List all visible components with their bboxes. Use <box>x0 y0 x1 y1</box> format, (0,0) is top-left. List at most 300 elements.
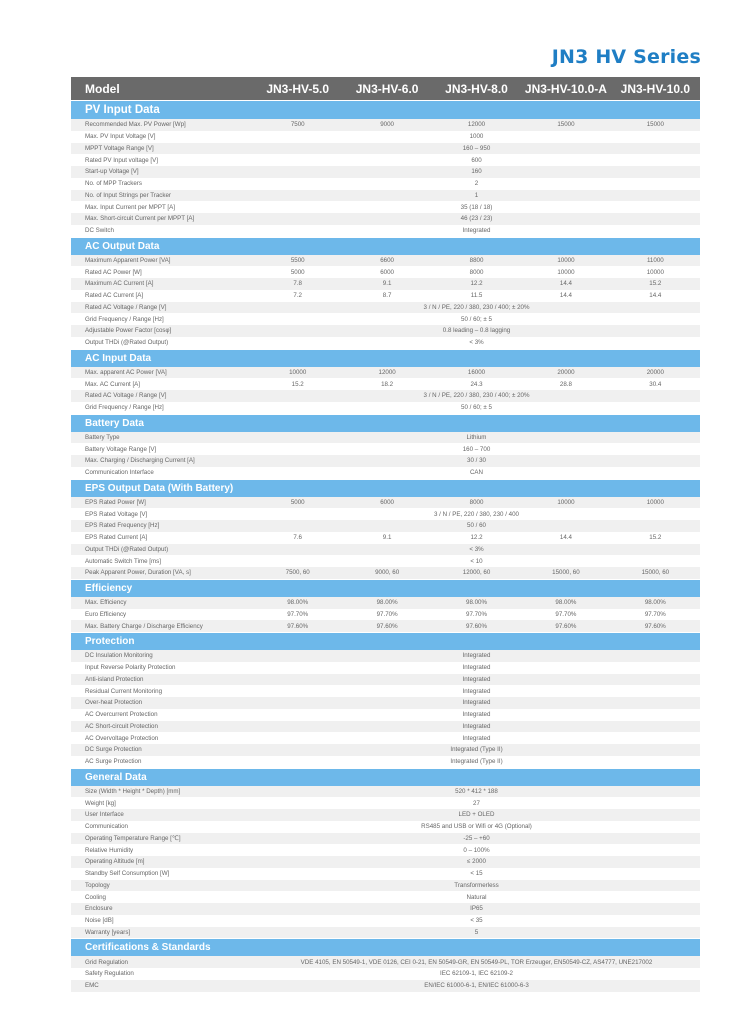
row-label: Safety Regulation <box>85 970 134 978</box>
row-value: 3 / N / PE, 220 / 380, 230 / 400 <box>434 510 519 518</box>
row-label: Max. Input Current per MPPT [A] <box>85 203 175 211</box>
row-label: Communication Interface <box>85 469 154 477</box>
row-value: 98.00% <box>376 599 398 607</box>
row-label: EPS Rated Frequency [Hz] <box>85 522 160 530</box>
row-value: 14.4 <box>649 292 662 300</box>
section-title: Protection <box>71 633 700 650</box>
row-value: 8000 <box>469 268 484 276</box>
row-value: 50 / 60; ± 5 <box>461 315 492 323</box>
table-row <box>71 266 700 278</box>
table-row <box>71 674 700 686</box>
section-rows <box>71 432 700 479</box>
row-value: IP65 <box>470 905 483 913</box>
section-title: Certifications & Standards <box>71 939 700 956</box>
row-values <box>253 915 700 927</box>
row-value: 15.2 <box>649 280 662 288</box>
row-value: 98.00% <box>287 599 309 607</box>
row-value: 1 <box>474 191 479 199</box>
table-row <box>71 455 700 467</box>
table-row <box>71 650 700 662</box>
section-rows <box>71 597 700 632</box>
table-row <box>71 903 700 915</box>
table-row <box>71 443 700 455</box>
row-value: CAN <box>469 469 484 477</box>
row-value: 11000 <box>646 256 664 264</box>
row-value: 15000 <box>646 121 664 129</box>
row-label: DC Surge Protection <box>85 746 142 754</box>
row-label: Max. Battery Charge / Discharge Efficiency <box>85 622 203 630</box>
row-value: 98.00% <box>644 599 666 607</box>
row-values <box>253 154 700 166</box>
row-label: Start-up Voltage [V] <box>85 168 139 176</box>
row-label: AC Overvoltage Protection <box>85 734 159 742</box>
header-model-5: JN3-HV-10.0 <box>620 81 691 96</box>
row-value: 97.70% <box>287 610 309 618</box>
row-value: 9.1 <box>382 534 392 542</box>
row-value: 9.1 <box>382 280 392 288</box>
row-value: 12.2 <box>470 280 483 288</box>
row-values <box>253 143 700 155</box>
row-values <box>253 302 700 314</box>
row-value: 50 / 60; ± 5 <box>461 404 492 412</box>
row-values <box>253 927 700 939</box>
table-row <box>71 166 700 178</box>
table-row <box>71 255 700 267</box>
row-values <box>253 367 700 379</box>
row-value: 5000 <box>290 498 305 506</box>
row-label: MPPT Voltage Range [V] <box>85 144 154 152</box>
row-value: < 3% <box>469 545 484 553</box>
row-value: Integrated <box>462 687 491 695</box>
row-value: < 15 <box>470 870 483 878</box>
row-value: 7500, 60 <box>285 569 310 577</box>
row-values <box>253 597 700 609</box>
row-value: 160 – 700 <box>462 445 491 453</box>
row-label: Standby Self Consumption [W] <box>85 870 170 878</box>
table-row <box>71 968 700 980</box>
row-value: 7500 <box>290 121 305 129</box>
row-value: 98.00% <box>555 599 577 607</box>
row-values <box>253 650 700 662</box>
row-values <box>253 201 700 213</box>
row-value: 10000 <box>557 256 575 264</box>
row-value: Lithium <box>466 433 487 441</box>
row-label: EPS Rated Power [W] <box>85 498 146 506</box>
row-value: 15000, 60 <box>641 569 670 577</box>
table-row <box>71 567 700 579</box>
row-value: 14.4 <box>559 292 572 300</box>
row-values <box>253 844 700 856</box>
row-label: Output THDi (@Rated Output) <box>85 545 169 553</box>
row-values <box>253 620 700 632</box>
table-row <box>71 213 700 225</box>
row-values <box>253 903 700 915</box>
table-row <box>71 555 700 567</box>
section-title: AC Input Data <box>71 350 700 367</box>
row-values <box>253 685 700 697</box>
row-label: AC Overcurrent Protection <box>85 711 158 719</box>
row-label: Input Reverse Polarity Protection <box>85 664 176 672</box>
table-body <box>71 101 700 992</box>
table-row <box>71 325 700 337</box>
row-label: Peak Apparent Power, Duration [VA, s] <box>85 569 191 577</box>
datasheet-table <box>71 77 700 992</box>
header-model-1: JN3-HV-5.0 <box>266 81 330 96</box>
row-values <box>253 880 700 892</box>
row-value: EN/IEC 61000-6-1, EN/IEC 61000-6-3 <box>424 982 529 990</box>
section-rows <box>71 956 700 991</box>
row-value: Integrated (Type II) <box>450 746 503 754</box>
row-value: 160 – 950 <box>462 144 491 152</box>
row-label: Grid Frequency / Range [Hz] <box>85 404 164 412</box>
row-value: 7.2 <box>293 292 302 300</box>
row-value: 27 <box>473 799 480 807</box>
row-label: Adjustable Power Factor [cosφ] <box>85 327 172 335</box>
table-row <box>71 809 700 821</box>
row-value: 97.60% <box>287 622 309 630</box>
row-label: Euro Efficiency <box>85 610 127 618</box>
row-values <box>253 225 700 237</box>
section-title: Battery Data <box>71 415 700 432</box>
row-value: Integrated <box>462 664 491 672</box>
row-label: Maximum Apparent Power [VA] <box>85 256 171 264</box>
row-value: 9000 <box>380 121 394 129</box>
row-label: Grid Frequency / Range [Hz] <box>85 315 164 323</box>
row-value: 160 <box>471 168 482 176</box>
row-label: Rated AC Current [A] <box>85 292 144 300</box>
row-label: Communication <box>85 823 128 831</box>
row-value: < 10 <box>470 557 483 565</box>
row-value: 6600 <box>380 256 394 264</box>
row-label: Max. Charging / Discharging Current [A] <box>85 457 195 465</box>
row-values <box>253 131 700 143</box>
table-row <box>71 956 700 968</box>
row-label: EPS Rated Voltage [V] <box>85 510 148 518</box>
row-value: 7.6 <box>293 534 302 542</box>
row-value: 15.2 <box>649 534 662 542</box>
table-row <box>71 390 700 402</box>
row-value: 8.7 <box>382 292 392 300</box>
table-row <box>71 337 700 349</box>
row-value: 97.60% <box>376 622 398 630</box>
row-label: Anti-island Protection <box>85 675 144 683</box>
row-value: 3 / N / PE, 220 / 380, 230 / 400; ± 20% <box>423 303 530 311</box>
row-values <box>253 325 700 337</box>
row-values <box>253 432 700 444</box>
row-values <box>253 119 700 131</box>
row-values <box>253 744 700 756</box>
row-value: 14.4 <box>559 280 572 288</box>
row-value: 20000 <box>557 368 575 376</box>
row-label: Rated AC Power [W] <box>85 268 142 276</box>
row-values <box>253 178 700 190</box>
table-row <box>71 697 700 709</box>
row-value: 14.4 <box>559 534 572 542</box>
row-value: ≤ 2000 <box>467 858 486 866</box>
row-label: User Interface <box>85 811 124 819</box>
row-values <box>253 255 700 267</box>
table-row <box>71 131 700 143</box>
header-model-label: Model <box>85 81 120 96</box>
row-value: VDE 4105, EN 50549-1, VDE 0126, CEI 0-21, EN 50549-GR, EN 50549-PL, TOR Erzeuger, EN50549-CZ, AS4777, UNE217002 <box>300 958 653 966</box>
row-value: 9000, 60 <box>375 569 400 577</box>
row-value: 18.2 <box>381 380 394 388</box>
table-row <box>71 880 700 892</box>
row-label: Weight [kg] <box>85 799 116 807</box>
row-label: EMC <box>85 982 99 990</box>
row-label: Output THDi (@Rated Output) <box>85 339 169 347</box>
row-label: Max. Short-circuit Current per MPPT [A] <box>85 215 195 223</box>
section-rows <box>71 786 700 939</box>
row-values <box>253 278 700 290</box>
table-row <box>71 544 700 556</box>
row-label: AC Short-circuit Protection <box>85 722 158 730</box>
table-row <box>71 980 700 992</box>
row-value: 15000, 60 <box>552 569 580 577</box>
table-row <box>71 915 700 927</box>
row-values <box>253 868 700 880</box>
row-value: 600 <box>471 156 482 164</box>
row-label: AC Surge Protection <box>85 758 142 766</box>
row-values <box>253 732 700 744</box>
row-label: Max. Efficiency <box>85 599 127 607</box>
table-row <box>71 721 700 733</box>
table-row <box>71 756 700 768</box>
row-values <box>253 980 700 992</box>
row-value: IEC 62109-1, IEC 62109-2 <box>440 970 513 978</box>
row-value: Transformerless <box>454 881 499 889</box>
table-row <box>71 367 700 379</box>
row-label: EPS Rated Current [A] <box>85 534 148 542</box>
row-value: LED + OLED <box>458 811 495 819</box>
row-value: 3 / N / PE, 220 / 380, 230 / 400; ± 20% <box>423 392 530 400</box>
table-row <box>71 378 700 390</box>
row-label: Rated AC Voltage / Range [V] <box>85 392 167 400</box>
row-label: Rated AC Voltage / Range [V] <box>85 303 167 311</box>
row-values <box>253 213 700 225</box>
table-row <box>71 844 700 856</box>
row-value: Integrated <box>462 711 491 719</box>
row-value: 5500 <box>290 256 305 264</box>
row-value: 8800 <box>469 256 484 264</box>
row-value: Natural <box>466 893 487 901</box>
row-values <box>253 797 700 809</box>
row-values <box>253 520 700 532</box>
row-values <box>253 497 700 509</box>
row-value: 0 – 100% <box>463 846 490 854</box>
row-values <box>253 402 700 414</box>
row-value: 15.2 <box>291 380 304 388</box>
row-values <box>253 290 700 302</box>
section-title: EPS Output Data (With Battery) <box>71 480 700 497</box>
row-label: No. of Input Strings per Tracker <box>85 191 171 199</box>
row-value: Integrated <box>462 734 491 742</box>
table-row <box>71 833 700 845</box>
row-values <box>253 662 700 674</box>
table-row <box>71 119 700 131</box>
row-value: Integrated <box>462 652 491 660</box>
row-value: 10000 <box>646 268 664 276</box>
row-value: 97.70% <box>376 610 398 618</box>
row-values <box>253 721 700 733</box>
row-value: 520 * 412 * 188 <box>455 787 498 795</box>
row-value: < 35 <box>470 917 483 925</box>
section-title: General Data <box>71 769 700 786</box>
row-value: 24.3 <box>470 380 483 388</box>
row-value: 98.00% <box>466 599 488 607</box>
table-row <box>71 744 700 756</box>
row-value: 8000 <box>469 498 484 506</box>
section-rows <box>71 255 700 349</box>
row-values <box>253 809 700 821</box>
row-value: 97.70% <box>644 610 666 618</box>
row-label: Max. apparent AC Power [VA] <box>85 368 167 376</box>
row-value: 97.70% <box>555 610 577 618</box>
row-values <box>253 786 700 798</box>
table-row <box>71 868 700 880</box>
row-value: 10000 <box>557 498 575 506</box>
row-value: Integrated <box>462 722 491 730</box>
table-row <box>71 821 700 833</box>
row-values <box>253 956 700 968</box>
row-value: 15000 <box>557 121 575 129</box>
row-values <box>253 555 700 567</box>
row-values <box>253 337 700 349</box>
table-row <box>71 597 700 609</box>
row-label: Automatic Switch Time [ms] <box>85 557 161 565</box>
row-label: Max. PV Input Voltage [V] <box>85 133 156 141</box>
table-row <box>71 532 700 544</box>
row-label: Warranty [years] <box>85 928 131 936</box>
row-values <box>253 544 700 556</box>
row-value: 5 <box>474 928 479 936</box>
row-value: 35 (18 / 18) <box>460 203 493 211</box>
row-value: 97.60% <box>644 622 666 630</box>
row-value: 12000, 60 <box>462 569 491 577</box>
row-value: 5000 <box>290 268 305 276</box>
row-value: -25 – +60 <box>463 834 490 842</box>
header-model-4: JN3-HV-10.0-A <box>524 81 607 96</box>
row-value: 6000 <box>380 498 394 506</box>
row-label: Over-heat Protection <box>85 699 143 707</box>
row-value: Integrated <box>462 227 491 235</box>
table-row <box>71 302 700 314</box>
table-row <box>71 432 700 444</box>
row-label: Maximum AC Current [A] <box>85 280 154 288</box>
row-value: 12000 <box>467 121 486 129</box>
section-rows <box>71 650 700 768</box>
row-value: 20000 <box>646 368 664 376</box>
table-row <box>71 709 700 721</box>
row-value: 28.8 <box>559 380 572 388</box>
row-value: Integrated <box>462 699 491 707</box>
row-label: Residual Current Monitoring <box>85 687 163 695</box>
row-label: No. of MPP Trackers <box>85 180 142 188</box>
header-model-3: JN3-HV-8.0 <box>445 81 508 96</box>
row-label: Size (Width * Height * Depth) [mm] <box>85 787 181 795</box>
row-values <box>253 891 700 903</box>
row-values <box>253 266 700 278</box>
section-title: PV Input Data <box>71 101 700 119</box>
table-row <box>71 508 700 520</box>
table-row <box>71 225 700 237</box>
row-value: 11.5 <box>470 292 483 300</box>
table-row <box>71 797 700 809</box>
row-value: 10000 <box>646 498 664 506</box>
row-values <box>253 390 700 402</box>
row-label: Recommended Max. PV Power [Wp] <box>85 121 186 129</box>
row-label: Rated PV Input voltage [V] <box>85 156 158 164</box>
table-row <box>71 154 700 166</box>
row-values <box>253 532 700 544</box>
row-values <box>253 697 700 709</box>
table-row <box>71 201 700 213</box>
row-value: 2 <box>474 180 479 188</box>
table-row <box>71 732 700 744</box>
section-rows <box>71 497 700 579</box>
row-values <box>253 166 700 178</box>
row-value: 50 / 60 <box>467 522 486 530</box>
row-label: DC Insulation Monitoring <box>85 652 153 660</box>
row-value: 6000 <box>380 268 394 276</box>
row-values <box>253 609 700 621</box>
row-values <box>253 756 700 768</box>
row-label: Noise [dB] <box>85 917 114 925</box>
row-value: 46 (23 / 23) <box>460 215 493 223</box>
row-label: Enclosure <box>85 905 113 913</box>
row-value: 97.60% <box>555 622 577 630</box>
row-label: Battery Voltage Range [V] <box>85 445 157 453</box>
row-value: RS485 and USB or Wifi or 4G (Optional) <box>421 823 532 831</box>
row-values <box>253 378 700 390</box>
row-value: 12000 <box>378 368 396 376</box>
table-row <box>71 856 700 868</box>
table-row <box>71 143 700 155</box>
row-value: 97.60% <box>466 622 488 630</box>
row-values <box>253 190 700 202</box>
row-value: 97.70% <box>466 610 488 618</box>
row-values <box>253 821 700 833</box>
row-values <box>253 856 700 868</box>
row-value: 10000 <box>557 268 575 276</box>
table-row <box>71 290 700 302</box>
row-value: 10000 <box>289 368 307 376</box>
table-row <box>71 178 700 190</box>
table-row <box>71 685 700 697</box>
row-value: 30.4 <box>649 380 662 388</box>
row-value: Integrated <box>462 675 491 683</box>
table-row <box>71 609 700 621</box>
section-title: AC Output Data <box>71 238 700 255</box>
row-value: 12.2 <box>470 534 483 542</box>
row-value: 16000 <box>467 368 486 376</box>
table-row <box>71 278 700 290</box>
row-label: Topology <box>85 881 110 889</box>
row-label: Operating Temperature Range [℃] <box>85 834 181 842</box>
table-row <box>71 467 700 479</box>
row-label: DC Switch <box>85 227 114 235</box>
section-rows <box>71 367 700 414</box>
table-row <box>71 402 700 414</box>
table-row <box>71 190 700 202</box>
table-row <box>71 891 700 903</box>
table-row <box>71 620 700 632</box>
row-value: 30 / 30 <box>467 457 486 465</box>
row-value: Integrated (Type II) <box>450 758 503 766</box>
row-values <box>253 313 700 325</box>
table-row <box>71 927 700 939</box>
row-values <box>253 674 700 686</box>
